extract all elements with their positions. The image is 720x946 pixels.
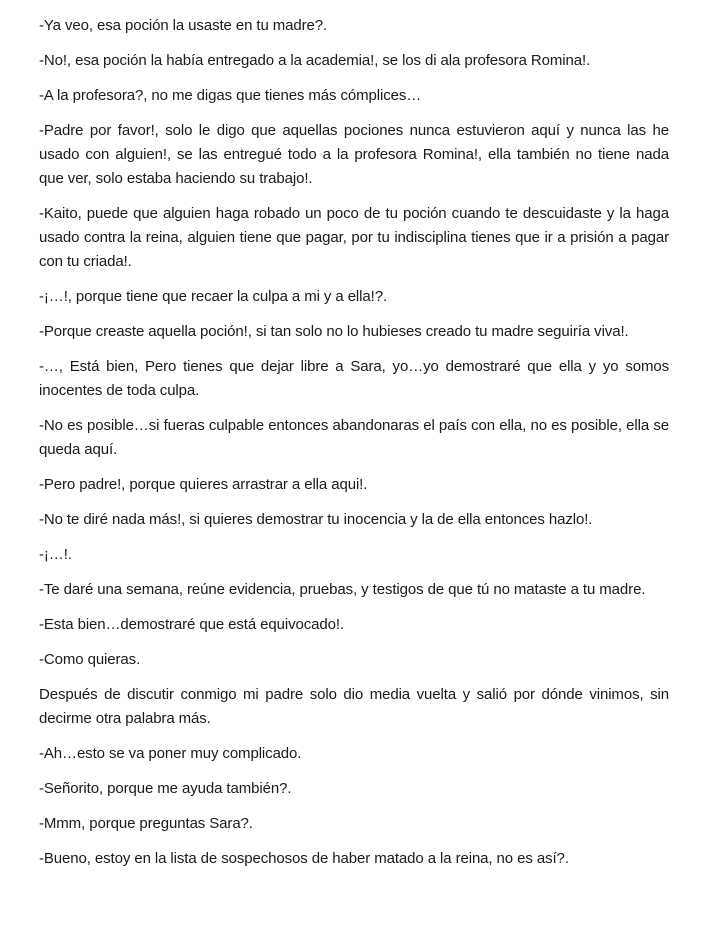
paragraph: -Esta bien…demostraré que está equivocado!. bbox=[39, 616, 345, 633]
paragraph: Después de discutir conmigo mi padre solo dio media vuelta y salió por dónde vinimos, sin decirme otra palabra más. bbox=[39, 686, 669, 727]
paragraph: -Porque creaste aquella poción!, si tan solo no lo hubieses creado tu madre seguiría viva!. bbox=[39, 323, 629, 340]
paragraph: -¡…!, porque tiene que recaer la culpa a mi y a ella!?. bbox=[39, 288, 388, 305]
paragraph: -Bueno, estoy en la lista de sospechosos de haber matado a la reina, no es así?. bbox=[39, 850, 569, 867]
paragraph: -Mmm, porque preguntas Sara?. bbox=[39, 815, 253, 832]
paragraph: -A la profesora?, no me digas que tienes más cómplices… bbox=[39, 87, 422, 104]
paragraph: -No te diré nada más!, si quieres demostrar tu inocencia y la de ella entonces hazlo!. bbox=[39, 511, 593, 528]
paragraph: -Kaito, puede que alguien haga robado un poco de tu poción cuando te descuidaste y la haga usado contra la reina, alguien tiene que pagar, por tu indisciplina tienes que ir a prisión a pagar con tu criada!. bbox=[39, 205, 669, 270]
paragraph: -No!, esa poción la había entregado a la academia!, se los di ala profesora Romina!. bbox=[39, 52, 591, 69]
paragraph: -¡…!. bbox=[39, 546, 72, 563]
paragraph: -Padre por favor!, solo le digo que aquellas pociones nunca estuvieron aquí y nunca las he usado con alguien!, se las entregué todo a la profesora Romina!, ella también no tiene nada que ver, solo estaba haciendo su trabajo!. bbox=[39, 122, 669, 187]
paragraph: -…, Está bien, Pero tienes que dejar libre a Sara, yo…yo demostraré que ella y yo somos inocentes de toda culpa. bbox=[39, 358, 669, 399]
document-body bbox=[39, 14, 669, 871]
paragraph: -Ya veo, esa poción la usaste en tu madre?. bbox=[39, 17, 328, 34]
paragraph: -No es posible…si fueras culpable entonces abandonaras el país con ella, no es posible, ella se queda aquí. bbox=[39, 417, 669, 458]
paragraph: -Como quieras. bbox=[39, 651, 141, 668]
paragraph: -Te daré una semana, reúne evidencia, pruebas, y testigos de que tú no mataste a tu madre. bbox=[39, 581, 646, 598]
paragraph: -Ah…esto se va poner muy complicado. bbox=[39, 745, 302, 762]
paragraph: -Señorito, porque me ayuda también?. bbox=[39, 780, 292, 797]
paragraph: -Pero padre!, porque quieres arrastrar a ella aqui!. bbox=[39, 476, 368, 493]
